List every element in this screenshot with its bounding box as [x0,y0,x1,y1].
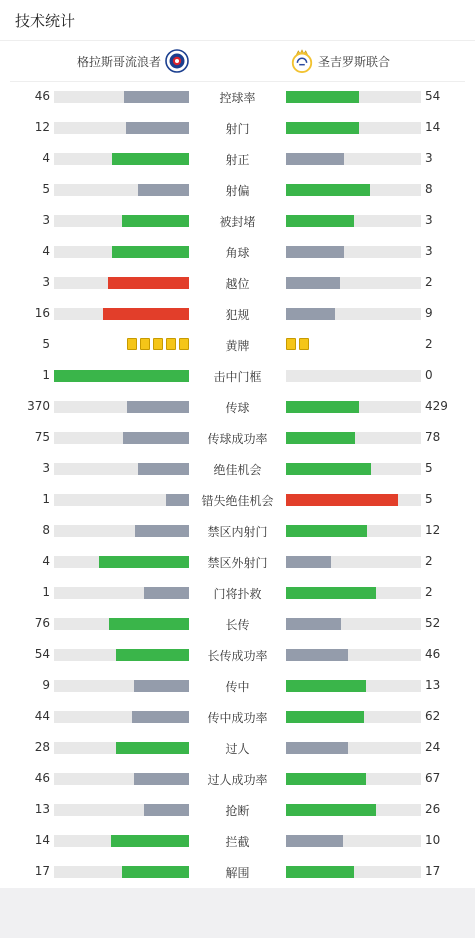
away-value: 13 [425,678,441,692]
yellow-card-icon [127,338,137,350]
away-bar-fill [286,246,344,258]
home-bar-fill [122,866,190,878]
home-bar-track [54,308,189,320]
away-cards [286,338,309,350]
away-team-logo-icon [290,49,314,73]
home-value: 17 [34,864,50,878]
stat-label: 解围 [225,866,250,880]
home-value: 44 [34,709,50,723]
away-value: 14 [425,120,441,134]
stat-row [0,640,475,671]
stat-label: 角球 [225,246,250,260]
home-bar-track [54,742,189,754]
away-bar-track [286,711,421,723]
away-bar-track [286,494,421,506]
away-bar-fill [286,401,359,413]
stat-label: 拦截 [225,835,250,849]
home-bar-track [54,618,189,630]
stat-label: 传中成功率 [207,711,268,725]
home-bar-track [54,804,189,816]
away-bar-fill [286,866,354,878]
stat-row [0,206,475,237]
stat-label: 击中门框 [213,370,262,384]
stat-row [0,547,475,578]
home-value: 9 [42,678,50,692]
away-value: 62 [425,709,441,723]
home-value: 3 [42,213,50,227]
away-value: 8 [425,182,433,196]
away-bar-track [286,525,421,537]
stat-row [0,795,475,826]
stat-label: 黄牌 [225,339,250,353]
away-bar-fill [286,835,343,847]
home-bar-fill [127,401,189,413]
home-bar-fill [111,835,189,847]
home-value: 13 [34,802,50,816]
away-value: 17 [425,864,441,878]
away-bar-track [286,370,421,382]
stat-row [0,144,475,175]
home-bar-track [54,649,189,661]
stat-label: 抢断 [225,804,250,818]
home-value: 3 [42,275,50,289]
stat-label: 传球成功率 [207,432,268,446]
home-bar-fill [116,742,189,754]
stat-row [0,113,475,144]
home-value: 46 [34,89,50,103]
stat-label: 射偏 [225,184,250,198]
away-bar-fill [286,773,366,785]
stat-row [0,330,475,361]
away-bar-track [286,680,421,692]
home-value: 5 [42,182,50,196]
home-value: 1 [42,492,50,506]
home-bar-fill [116,649,189,661]
away-value: 9 [425,306,433,320]
away-value: 2 [425,275,433,289]
away-team[interactable] [290,49,390,73]
stat-label: 被封堵 [219,215,256,229]
away-bar-track [286,804,421,816]
stat-row [0,361,475,392]
away-bar-fill [286,742,348,754]
home-value: 4 [42,554,50,568]
home-bar-track [54,680,189,692]
home-bar-fill [112,246,189,258]
stat-label: 犯规 [225,308,250,322]
stat-label: 控球率 [219,91,256,105]
stat-row [0,764,475,795]
away-value: 24 [425,740,441,754]
away-bar-fill [286,525,367,537]
home-bar-fill [108,277,189,289]
panel-header [0,0,475,41]
away-bar-fill [286,804,376,816]
stat-row [0,485,475,516]
home-bar-fill [103,308,189,320]
away-bar-track [286,401,421,413]
home-team-name: 格拉斯哥流浪者 [76,54,161,69]
away-bar-fill [286,463,371,475]
home-bar-fill [138,463,189,475]
stat-label: 禁区内射门 [207,525,268,539]
stat-row [0,454,475,485]
stat-label: 越位 [225,277,250,291]
stat-label: 长传 [225,618,250,632]
yellow-card-icon [153,338,163,350]
home-bar-fill [132,711,189,723]
home-value: 4 [42,151,50,165]
stat-label: 禁区外射门 [207,556,268,570]
home-value: 54 [34,647,50,661]
team-header [10,41,465,82]
stat-row [0,609,475,640]
yellow-card-icon [179,338,189,350]
home-value: 3 [42,461,50,475]
away-value: 2 [425,585,433,599]
home-value: 12 [34,120,50,134]
away-value: 5 [425,492,433,506]
home-value: 76 [34,616,50,630]
stat-row [0,392,475,423]
away-bar-track [286,773,421,785]
home-value: 1 [42,368,50,382]
away-value: 26 [425,802,441,816]
away-bar-fill [286,215,354,227]
stat-row [0,299,475,330]
stat-row [0,175,475,206]
away-bar-track [286,866,421,878]
away-value: 78 [425,430,441,444]
home-bar-track [54,494,189,506]
stats-list [0,82,475,888]
away-bar-fill [286,91,359,103]
home-bar-track [54,525,189,537]
away-bar-track [286,556,421,568]
away-value: 46 [425,647,441,661]
away-bar-fill [286,494,398,506]
home-value: 8 [42,523,50,537]
home-bar-track [54,246,189,258]
away-bar-track [286,432,421,444]
home-bar-track [54,91,189,103]
home-bar-track [54,153,189,165]
stat-label: 传中 [225,680,250,694]
away-value: 3 [425,244,433,258]
home-bar-track [54,277,189,289]
home-value: 75 [34,430,50,444]
home-bar-track [54,184,189,196]
away-value: 5 [425,461,433,475]
yellow-card-icon [140,338,150,350]
yellow-card-icon [166,338,176,350]
stat-label: 错失绝佳机会 [201,494,274,508]
away-bar-track [286,463,421,475]
away-bar-fill [286,587,376,599]
stat-label: 射门 [225,122,250,136]
stat-row [0,702,475,733]
stat-label: 长传成功率 [207,649,268,663]
home-value: 370 [27,399,50,413]
yellow-card-icon [286,338,296,350]
stat-row [0,516,475,547]
home-bar-fill [138,184,189,196]
stat-label: 射正 [225,153,250,167]
home-bar-fill [144,587,189,599]
stat-row [0,857,475,888]
away-bar-track [286,277,421,289]
home-bar-track [54,370,189,382]
stat-row [0,826,475,857]
home-bar-fill [54,370,189,382]
away-bar-track [286,246,421,258]
away-bar-fill [286,122,359,134]
stat-row [0,82,475,113]
home-bar-fill [112,153,189,165]
away-bar-fill [286,618,341,630]
stat-row [0,268,475,299]
away-bar-fill [286,680,366,692]
home-bar-track [54,711,189,723]
home-cards [127,338,189,350]
away-bar-fill [286,556,331,568]
home-bar-fill [109,618,189,630]
away-bar-fill [286,308,335,320]
away-value: 2 [425,554,433,568]
home-bar-fill [134,773,189,785]
away-value: 3 [425,213,433,227]
home-bar-track [54,866,189,878]
stat-row [0,671,475,702]
home-value: 4 [42,244,50,258]
home-bar-fill [123,432,189,444]
away-bar-track [286,215,421,227]
home-value: 46 [34,771,50,785]
stat-row [0,237,475,268]
away-bar-fill [286,711,364,723]
home-bar-track [54,432,189,444]
away-team-name: 圣吉罗斯联合 [318,54,391,69]
away-bar-fill [286,277,340,289]
home-bar-track [54,835,189,847]
stat-row [0,423,475,454]
home-value: 1 [42,585,50,599]
home-bar-fill [126,122,189,134]
home-value: 5 [42,337,50,351]
away-bar-track [286,122,421,134]
away-bar-track [286,649,421,661]
home-team[interactable] [77,49,189,73]
home-bar-track [54,556,189,568]
away-value: 54 [425,89,441,103]
home-bar-fill [144,804,189,816]
away-bar-track [286,184,421,196]
home-bar-fill [124,91,189,103]
home-team-logo-icon [165,49,189,73]
away-bar-track [286,308,421,320]
panel-title: 技术统计 [15,11,76,30]
away-value: 12 [425,523,441,537]
stat-label: 门将扑救 [213,587,262,601]
stat-label: 传球 [225,401,250,415]
stat-row [0,578,475,609]
away-value: 429 [425,399,448,413]
home-value: 16 [34,306,50,320]
home-bar-track [54,401,189,413]
away-bar-fill [286,153,344,165]
stat-label: 过人成功率 [207,773,268,787]
away-value: 0 [425,368,433,382]
home-value: 28 [34,740,50,754]
away-bar-track [286,153,421,165]
stat-label: 过人 [225,742,250,756]
home-bar-track [54,122,189,134]
away-bar-track [286,587,421,599]
home-bar-fill [134,680,189,692]
away-value: 10 [425,833,441,847]
away-bar-track [286,91,421,103]
home-bar-fill [122,215,190,227]
stat-label: 绝佳机会 [213,463,262,477]
away-value: 67 [425,771,441,785]
home-bar-fill [166,494,189,506]
away-bar-track [286,742,421,754]
away-bar-track [286,618,421,630]
home-bar-fill [99,556,189,568]
away-value: 3 [425,151,433,165]
home-bar-track [54,587,189,599]
home-bar-fill [135,525,189,537]
yellow-card-icon [299,338,309,350]
home-bar-track [54,215,189,227]
away-value: 2 [425,337,433,351]
home-bar-track [54,773,189,785]
away-bar-fill [286,432,355,444]
away-bar-fill [286,649,348,661]
away-bar-track [286,835,421,847]
away-value: 52 [425,616,441,630]
away-bar-fill [286,184,370,196]
home-bar-track [54,463,189,475]
stat-row [0,733,475,764]
home-value: 14 [34,833,50,847]
